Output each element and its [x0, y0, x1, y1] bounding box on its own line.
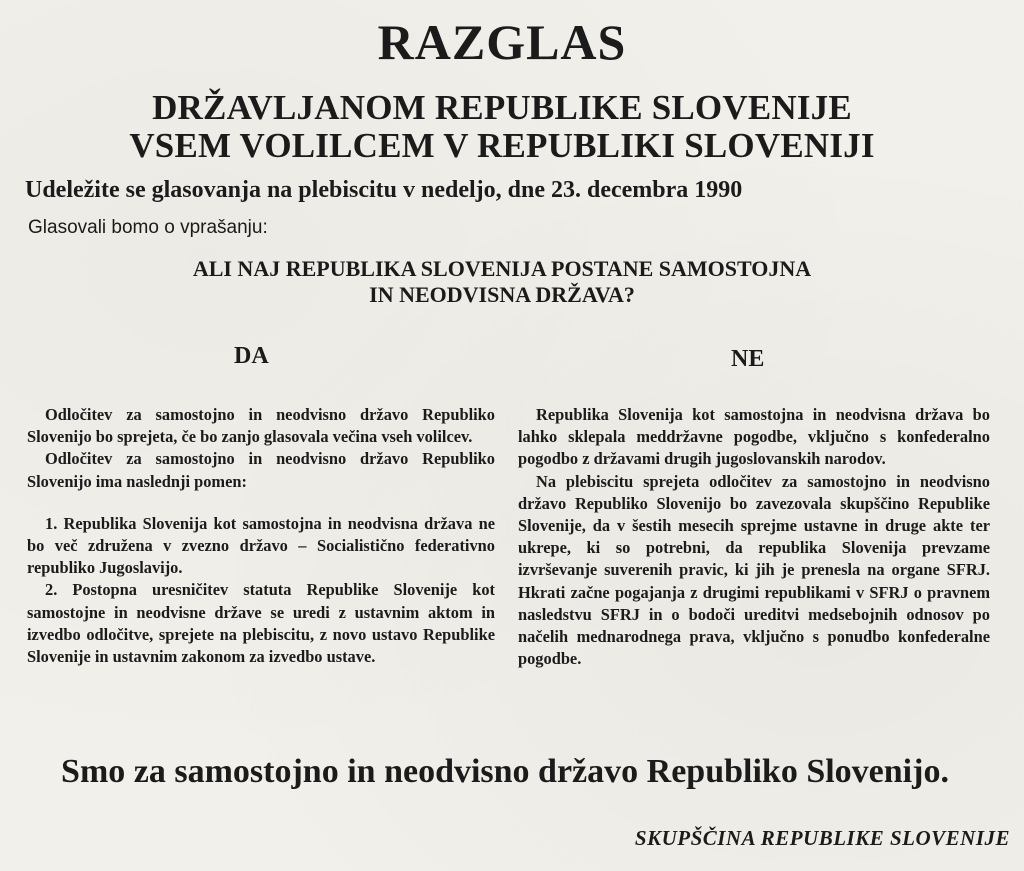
- page-title: RAZGLAS: [377, 14, 627, 70]
- subtitle-line-2: VSEM VOLILCEM V REPUBLIKI SLOVENIJI: [129, 126, 875, 165]
- question-intro: Glasovali bomo o vprašanju:: [28, 217, 268, 238]
- no-column: [518, 404, 990, 670]
- no-paragraph-2: Na plebiscitu sprejeta odločitev za samostojno in neodvisno državo Republiko Slovenijo bo zavezovala skupščino Republike Slovenije, da v šestih mesecih sprejme ustavne in druge akte ter ukrepe, ki so potrebni, da republika Slovenija prevzame izvrševanje suverenih pravic, ki jih je prenesla na organe SFRJ. Hkrati začne pogajanja z drugimi republikami v SFRJ o pravnem nasledstvu SFRJ in o bodoči ureditvi medsebojnih odnosov po načelih mednarodnega prava, vključno s ponudbo konfederalne pogodbe.: [518, 471, 990, 669]
- referendum-question-line-1: ALI NAJ REPUBLIKA SLOVENIJA POSTANE SAMOSTOJNA: [192, 256, 812, 281]
- subtitle-line-1: DRŽAVLJANOM REPUBLIKE SLOVENIJE: [152, 88, 852, 127]
- no-column-heading: NE: [731, 346, 765, 372]
- yes-item-2: 2. Postopna uresničitev statuta Republike Slovenije kot samostojne in neodvisne države se uredi z ustavnim aktom in izvedbo odločitve, sprejete na plebiscitu, z novo ustavo Republike Slovenije in ustavnim zakonom za izvedbo ustave.: [27, 580, 495, 667]
- invitation-text: Udeležite se glasovanja na plebiscitu v nedeljo, dne 23. decembra 1990: [25, 177, 743, 203]
- yes-item-1: 1. Republika Slovenija kot samostojna in neodvisna država ne bo več združena v zvezno državo – Socialistično federativno republiko Jugoslavijo.: [27, 513, 495, 578]
- spacer: [27, 493, 495, 513]
- closing-slogan: Smo za samostojno in neodvisno državo Republiko Slovenijo.: [61, 753, 949, 790]
- signature: SKUPŠČINA REPUBLIKE SLOVENIJE: [634, 826, 1010, 850]
- yes-paragraph-2: Odločitev za samostojno in neodvisno državo Republiko Slovenijo ima naslednji pomen:: [27, 449, 495, 491]
- referendum-question-line-2: IN NEODVISNA DRŽAVA?: [369, 282, 635, 307]
- yes-column: [27, 404, 495, 668]
- no-paragraph-1: Republika Slovenija kot samostojna in neodvisna država bo lahko sklepala meddržavne pogodbe, vključno s konfederalno pogodbo z državami drugih jugoslovanskih narodov.: [518, 405, 990, 469]
- yes-paragraph-1: Odločitev za samostojno in neodvisno državo Republiko Slovenijo bo sprejeta, če bo zanjo glasovala večina vseh volilcev.: [27, 405, 495, 447]
- yes-column-heading: DA: [234, 343, 269, 369]
